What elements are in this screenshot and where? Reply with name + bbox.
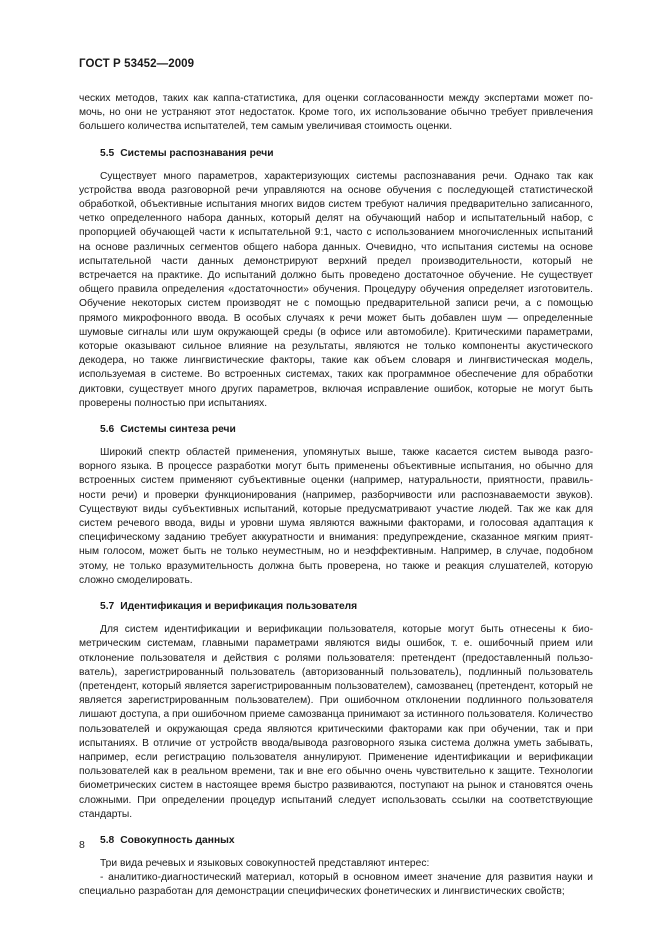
section-5-6 [79, 423, 593, 588]
body-paragraph: Существует много параметров, характеризующих системы распознавания речи. Однако так как устройства ввода разговорной речи управляются на основе обучения с последующей статистической обработкой, объективные испытания многих видов систем требуют наличия предварительно записанного, четко определенного набора данных, который делят на обучающий набор и испытательный набор, с пропорцией обучающей части к испытательной 9:1, часто с использованием многочисленных испытаний на основе различных сегментов общего набора данных. Очевидно, что испытания системы на основе испытательной части данных демонстрируют верхний предел производительности, который не встречается на практике. До испытаний должно быть проведено достаточное обучение. Не существует общего правила определения «достаточности» обучения. Процедуру обучения определяет изготовитель. Обучение некоторых систем производят не с помощью предварительной записи речи, а с помощью прямого микрофонного ввода. В особых случаях к речи может быть добавлен шум — определенные шумовые сигналы или шум окружающей среды (в офисе или автомобиле). Критическими параметрами, которые оказывают сильное влияние на результаты, являются не только компоненты акустического декодера, но также лингвистические факторы, такие как объем словаря и лингвистическая модель, используемая в системе. Во встроенных системах, таких как программное обеспечение для обработки диктовки, существует много других параметров, включая исправление ошибок, которые не могут быть проверены полностью при испытаниях. [79, 170, 593, 409]
section-heading [100, 834, 593, 848]
body-paragraph: Широкий спектр областей применения, упомянутых выше, также касается систем вывода разговорного языка. В процессе разработки могут быть применены объективные испытания, но обычно для встроенных систем применяют субъективные оценки (например, натуральности, приятности, правильности речи) и проверки функционирования (например, разборчивости или распознаваемости звуков). Существуют виды субъективных испытаний, которые предусматривают участие людей. Так же как для систем речевого ввода, виды и уровни шума являются важными факторами, и голосовая адаптация к специфическому заданию требует аккуратности и внимания: предупреждение, сказанное мягким приятным голосом, может быть не только неуместным, но и неэффективным. Например, в случае, подобном этому, не только вразумительность должна быть проверена, но также и реакция слушателей, которую сложно смоделировать. [79, 447, 593, 586]
section-heading [100, 423, 593, 437]
section-title: Идентификация и верификация пользователя [120, 601, 358, 613]
document-page [79, 0, 593, 935]
section-title: Системы распознавания речи [120, 147, 274, 159]
page-number: 8 [79, 839, 85, 851]
document-body [79, 92, 593, 900]
continuation-paragraph: ческих методов, таких как каппа-статистика, для оценки согласованности между экспертами может помочь, но они не устраняют этот недостаток. Кроме того, их использование обычно требует привлечения большего количества испытателей, тем самым увеличивая стоимость оценки. [79, 93, 593, 133]
section-5-8 [79, 834, 593, 900]
section-title: Системы синтеза речи [120, 424, 236, 436]
section-number: 5.7 [100, 601, 115, 613]
section-5-5 [79, 147, 593, 411]
section-number: 5.8 [100, 834, 115, 846]
list-item: - аналитико-диагностический материал, который в основном имеет значение для развития науки и специально разработан для демонстрации специфических фонетических и лингвистических свойств; [79, 872, 593, 898]
section-number: 5.5 [100, 147, 115, 159]
body-paragraph: Для систем идентификации и верификации пользователя, которые могут быть отнесены к биометрическим системам, главными параметрами являются виды ошибок, т. е. ошибочный прием или отклонение пользователя и действия с ролями пользователя: претендент (предоставленный пользователь), зарегистрированный пользователь (авторизованный пользователь), подлинный пользователь (претендент, который является зарегистрированным пользователем), самозванец (претендент, который не является зарегистрированным пользователем). При ошибочном отклонении подлинного пользователя лишают доступа, а при ошибочном приеме самозванца принимают за истинного пользователя. Количество пользователей и окружающая среда являются критическими факторами как при обучении, так и при испытаниях. В отличие от устройств ввода/вывода разговорного языка система должна уметь забывать, например, если регистрацию пользователя аннулируют. Применение идентификации и верификации пользователей как в реальном времени, так и вне его обычно очень чувствительно к защите. Технологии биометрических систем в настоящее время быстро развиваются, поступают на рынок и становятся очень сложными. При определении процедур испытаний следует использовать ссылки на соответствующие стандарты. [79, 624, 593, 820]
section-heading [100, 147, 593, 161]
body-paragraph: Три вида речевых и языковых совокупностей представляют интерес: [100, 857, 430, 869]
standard-header: ГОСТ Р 53452—2009 [79, 58, 195, 70]
section-heading [100, 600, 593, 614]
section-number: 5.6 [100, 424, 115, 436]
section-5-7 [79, 600, 593, 822]
section-title: Совокупность данных [120, 834, 235, 846]
